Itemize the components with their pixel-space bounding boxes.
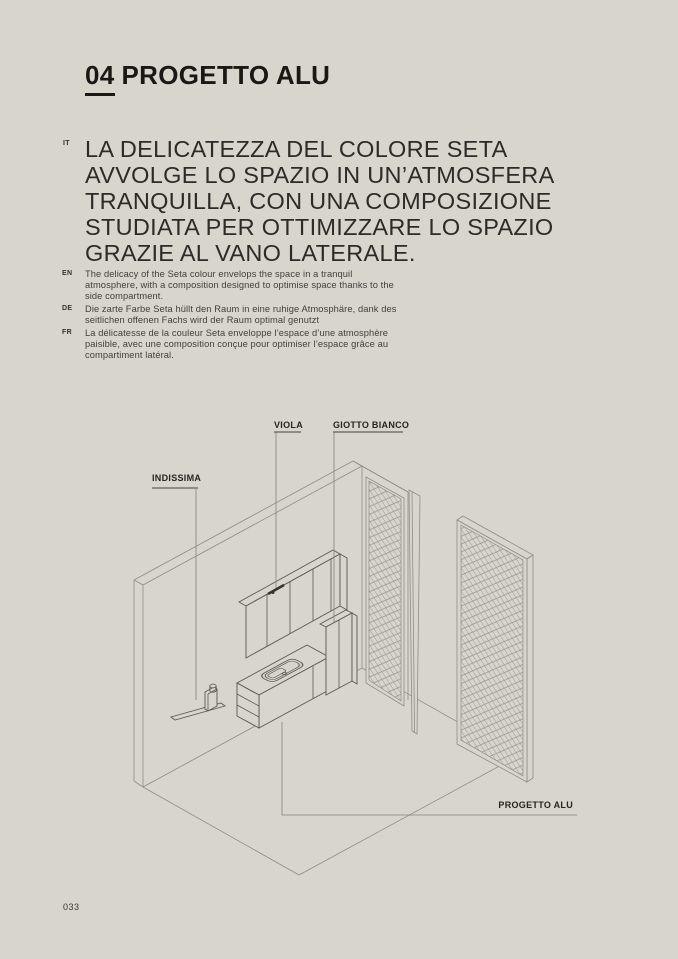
lattice-panel-wall: [366, 477, 404, 706]
it-line: GRAZIE AL VANO LATERALE.: [85, 240, 416, 266]
it-line: AVVOLGE LO SPAZIO IN UN’ATMOSFERA: [85, 162, 555, 188]
lang-code-en: EN: [62, 270, 73, 277]
section-title: PROGETTO ALU: [121, 60, 331, 90]
section-number: 04: [85, 60, 115, 96]
label-indissima: INDISSIMA: [152, 473, 202, 483]
intro-en-text: The delicacy of the Seta colour envelops the space in a tranquil atmosphere, with a composition designed to optimise space thanks to the side compartment.: [85, 269, 394, 301]
it-line: LA DELICATEZZA DEL COLORE SETA: [85, 136, 508, 162]
it-line: STUDIATA PER OTTIMIZZARE LO SPAZIO: [85, 214, 554, 240]
lang-code-it: IT: [63, 140, 70, 147]
lattice-panel-standalone: [457, 516, 533, 782]
side-cabinet: [320, 610, 357, 695]
leaning-door-panel: [409, 490, 420, 734]
lang-code-de: DE: [62, 304, 73, 312]
lang-code-fr: FR: [62, 328, 72, 336]
label-progetto-alu: PROGETTO ALU: [498, 800, 573, 810]
label-viola: VIOLA: [274, 420, 304, 430]
label-giotto-bianco: GIOTTO BIANCO: [333, 420, 410, 430]
floor-accessory: [171, 684, 225, 720]
vanity-unit: [237, 645, 329, 728]
it-line: TRANQUILLA, CON UNA COMPOSIZIONE: [85, 188, 552, 214]
page-number: 033: [63, 902, 80, 912]
intro-fr-text: La délicatesse de la couleur Seta enveloppe l’espace d’une atmosphère paisible, avec une composition conçue pour optimiser l’espace grâce au compartiment latéral.: [85, 327, 389, 360]
intro-de-text: Die zarte Farbe Seta hüllt den Raum in eine ruhige Atmosphäre, dank des seitlichen offenen Fachs wird der Raum optimal genutzt: [85, 303, 397, 325]
